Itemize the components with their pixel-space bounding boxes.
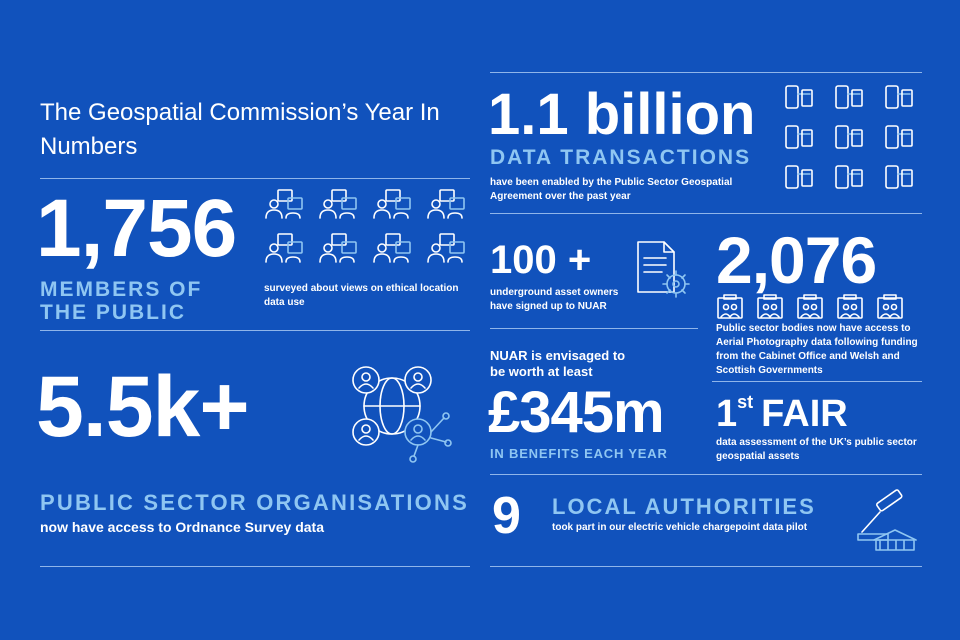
organisations-label: PUBLIC SECTOR ORGANISATIONS bbox=[40, 490, 469, 515]
divider bbox=[40, 566, 470, 567]
aerial-description: Public sector bodies now have access to Aerial Photography data following funding from the Cabinet Office and Welsh and Scottish Governments bbox=[716, 323, 918, 376]
transactions-label: DATA TRANSACTIONS bbox=[490, 146, 752, 169]
fair-heading bbox=[716, 392, 848, 434]
building-people-icon bbox=[716, 294, 916, 320]
nuar-value-intro-line2: be worth at least bbox=[490, 364, 593, 379]
fair-word: FAIR bbox=[761, 393, 848, 435]
transactions-number: 1.1 billion bbox=[488, 82, 756, 147]
fair-description: data assessment of the UK’s public sector geospatial assets bbox=[716, 437, 917, 462]
authorities-description: took part in our electric vehicle chargepoint data pilot bbox=[552, 522, 808, 533]
divider bbox=[490, 213, 922, 214]
nuar-value-number: £345m bbox=[488, 380, 664, 445]
members-number: 1,756 bbox=[36, 183, 237, 274]
members-label-line1: MEMBERS OF bbox=[40, 278, 203, 301]
tablet-transfer-icon bbox=[784, 84, 914, 196]
divider bbox=[40, 178, 470, 179]
fair-ordinal: 1 bbox=[716, 393, 738, 435]
document-gear-icon bbox=[636, 240, 692, 302]
transactions-description: have been enabled by the Public Sector Geospatial Agreement over the past year bbox=[490, 177, 733, 202]
members-label-line2: THE PUBLIC bbox=[40, 301, 186, 324]
survey-people-icon bbox=[264, 188, 474, 268]
gavel-building-icon bbox=[856, 490, 920, 552]
organisations-description: now have access to Ordnance Survey data bbox=[40, 519, 325, 535]
aerial-number: 2,076 bbox=[716, 223, 877, 297]
divider bbox=[712, 381, 922, 382]
nuar-owners-number: 100 + bbox=[490, 238, 592, 282]
page-title: The Geospatial Commission’s Year In Numbers bbox=[40, 99, 440, 160]
fair-suffix: st bbox=[737, 392, 754, 412]
divider bbox=[490, 566, 922, 567]
nuar-value-label: IN BENEFITS EACH YEAR bbox=[490, 446, 668, 461]
authorities-label: LOCAL AUTHORITIES bbox=[552, 494, 816, 519]
divider bbox=[490, 474, 922, 475]
members-description: surveyed about views on ethical location data use bbox=[264, 283, 459, 308]
divider bbox=[490, 72, 922, 73]
organisations-number: 5.5k+ bbox=[36, 359, 249, 455]
divider bbox=[490, 328, 698, 329]
authorities-number: 9 bbox=[492, 487, 520, 545]
nuar-value-intro-line1: NUAR is envisaged to bbox=[490, 348, 626, 363]
nuar-owners-description: underground asset owners have signed up to NUAR bbox=[490, 287, 619, 312]
network-people-icon bbox=[340, 358, 450, 462]
divider bbox=[40, 330, 470, 331]
